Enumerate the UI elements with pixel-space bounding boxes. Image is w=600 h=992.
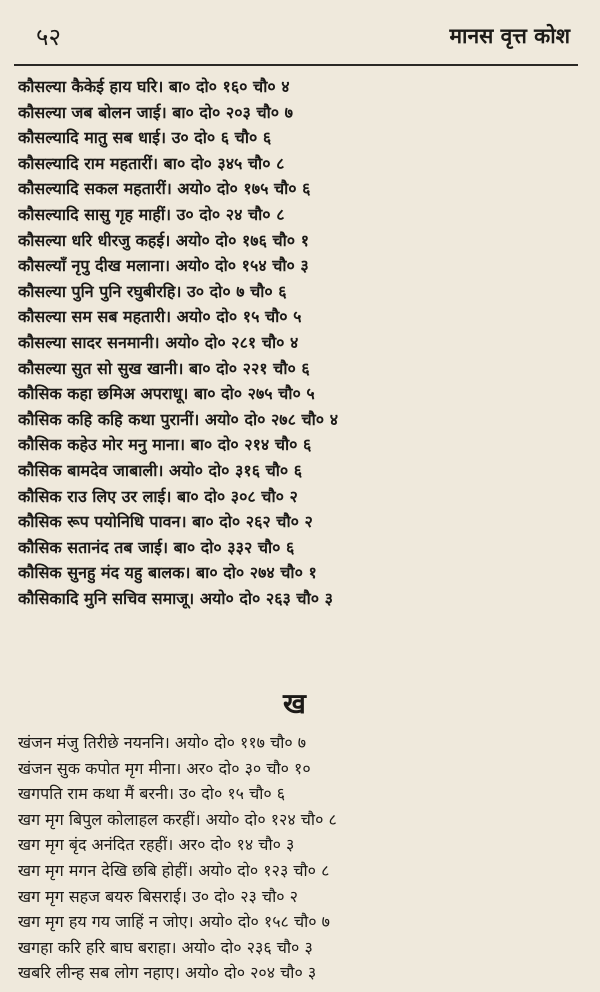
entry-line: कौसल्यादि मातु सब धाई। उ० दो० ६ चौ० ६ bbox=[18, 128, 272, 148]
entry-line: कौसल्या धरि धीरजु कहई। अयो० दो० १७६ चौ० १ bbox=[18, 230, 310, 250]
entry-line: खग मृग हय गय जाहिं न जोए। अयो० दो० १५८ चौ० ७ bbox=[18, 912, 330, 932]
entry-line: कौसिक कहि कहि कथा पुरानीं। अयो० दो० २७८ चौ० ४ bbox=[18, 409, 339, 429]
entry-line: कौसिक रूप पयोनिधि पावन। बा० दो० २६२ चौ० २ bbox=[18, 512, 313, 532]
header-rule bbox=[14, 64, 578, 66]
page-number: ५२ bbox=[36, 23, 61, 51]
entry-line: खग मृग सहज बयरु बिसराई। उ० दो० २३ चौ० २ bbox=[18, 886, 298, 906]
entry-line: कौसल्यादि सासु गृह माहीं। उ० दो० २४ चौ० ८ bbox=[18, 204, 285, 224]
entry-line: कौसल्यादि सकल महतारीं। अयो० दो० १७५ चौ० ६ bbox=[18, 179, 311, 199]
running-title: मानस वृत्त कोश bbox=[449, 24, 570, 48]
entry-line: कौसिक सुनहु मंद यहु बालक। बा० दो० २७४ चौ० १ bbox=[18, 563, 317, 583]
entry-line: खबरि लीन्ह सब लोग नहाए। अयो० दो० २०४ चौ० ३ bbox=[18, 963, 317, 983]
entry-line: खग मृग बृंद अनंदित रहहीं। अर० दो० १४ चौ० ३ bbox=[18, 835, 295, 855]
entry-line: खंजन सुक कपोत मृग मीना। अर० दो० ३० चौ० १० bbox=[18, 758, 311, 778]
section-heading-kh: ख bbox=[283, 687, 306, 720]
entry-line: खगपति राम कथा मैं बरनी। उ० दो० १५ चौ० ६ bbox=[18, 784, 286, 804]
entry-line: खग मृग मगन देखि छबि होहीं। अयो० दो० १२३ चौ० ८ bbox=[18, 860, 330, 880]
entry-line: कौसिक राउ लिए उर लाई। बा० दो० ३०८ चौ० २ bbox=[18, 486, 298, 506]
entry-line: कौसल्या पुनि पुनि रघुबीरहि। उ० दो० ७ चौ० ६ bbox=[18, 281, 287, 301]
entry-line: कौसिक कहेउ मोर मनु माना। बा० दो० २१४ चौ० ६ bbox=[18, 435, 312, 455]
entry-line: खगहा करि हरि बाघ बराहा। अयो० दो० २३६ चौ० ३ bbox=[18, 937, 313, 957]
page-header bbox=[36, 20, 570, 60]
entry-list-kh bbox=[18, 730, 580, 986]
entry-line: कौसल्यादि राम महतारीं। बा० दो० ३४५ चौ० ८ bbox=[18, 153, 285, 173]
entry-line: खंजन मंजु तिरीछे नयननि। अयो० दो० ११७ चौ० ७ bbox=[18, 733, 307, 752]
entry-line: कौसिक सतानंद तब जाई। बा० दो० ३३२ चौ० ६ bbox=[18, 537, 295, 557]
entry-line: कौसल्या सम सब महतारी। अयो० दो० १५ चौ० ५ bbox=[18, 307, 302, 327]
entry-line: कौसल्या कैकेई हाय घरि। बा० दो० १६० चौ० ४ bbox=[18, 77, 290, 96]
entry-line: कौसिकादि मुनि सचिव समाजू। अयो० दो० २६३ चौ० ३ bbox=[18, 588, 333, 608]
entry-list-k bbox=[18, 74, 580, 611]
entry-line: कौसल्याँ नृपु दीख मलाना। अयो० दो० १५४ चौ० ३ bbox=[18, 256, 309, 276]
entry-line: कौसल्या सादर सनमानी। अयो० दो० २८१ चौ० ४ bbox=[18, 332, 299, 352]
entry-line: खग मृग बिपुल कोलाहल करहीं। अयो० दो० १२४ चौ० ८ bbox=[18, 809, 337, 829]
entry-line: कौसल्या सुत सो सुख खानी। बा० दो० २२१ चौ० ६ bbox=[18, 358, 310, 378]
entry-line: कौसिक बामदेव जाबाली। अयो० दो० ३१६ चौ० ६ bbox=[18, 460, 303, 480]
entry-line: कौसिक कहा छमिअ अपराधू। बा० दो० २७५ चौ० ५ bbox=[18, 384, 315, 404]
entry-line: कौसल्या जब बोलन जाई। बा० दो० २०३ चौ० ७ bbox=[18, 102, 293, 122]
